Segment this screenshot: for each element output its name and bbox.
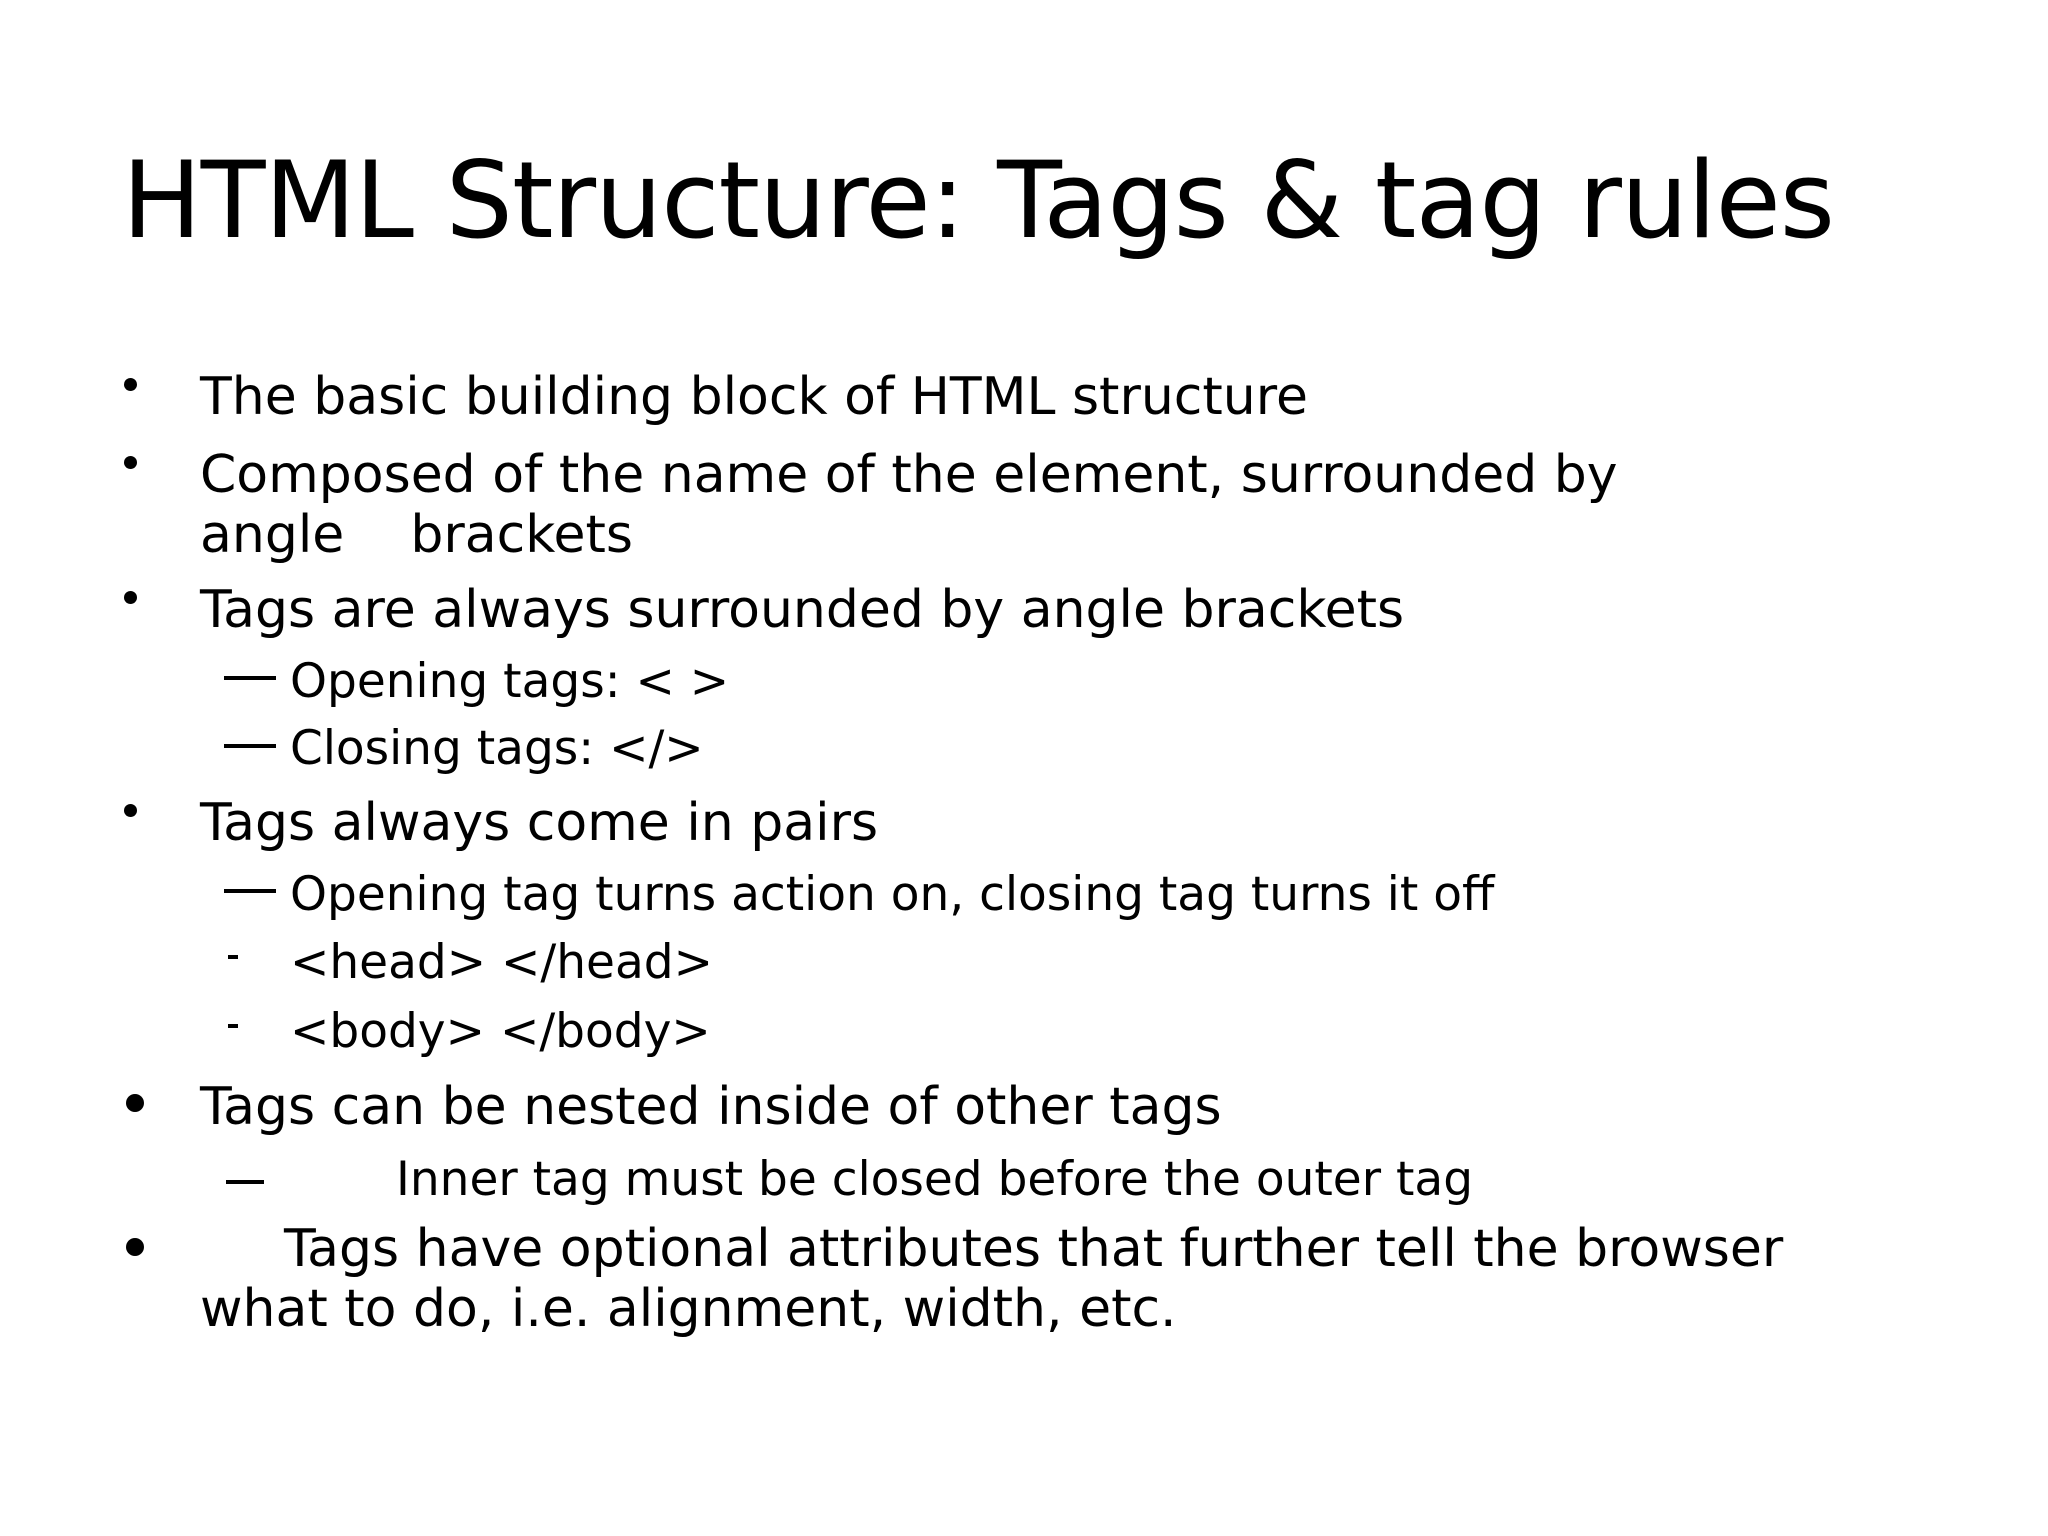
sub-bullet-text: Inner tag must be closed before the outer tag	[396, 1152, 1474, 1207]
bullet-icon	[126, 1238, 144, 1256]
sub-bullet-text: Opening tag turns action on, closing tag turns it off	[290, 867, 1495, 922]
hyphen-icon	[228, 955, 238, 959]
bullet-text-continuation: angle brackets	[200, 505, 633, 565]
bullet-text: The basic building block of HTML structure	[200, 367, 1308, 427]
slide-title: HTML Structure: Tags & tag rules	[122, 139, 1835, 262]
dash-icon	[226, 1180, 264, 1184]
bullet-text: Tags always come in pairs	[200, 793, 879, 853]
bullet-icon	[124, 591, 137, 604]
sub-bullet-text: Closing tags: </>	[290, 721, 704, 776]
bullet-icon	[124, 378, 137, 391]
bullet-text: Composed of the name of the element, surrounded by	[200, 445, 1618, 505]
dash-icon	[224, 889, 276, 893]
bullet-text: Tags have optional attributes that further tell the browser	[284, 1219, 1784, 1279]
bullet-text: Tags are always surrounded by angle brackets	[200, 580, 1405, 640]
sub-bullet-text: <head> </head>	[290, 935, 713, 990]
bullet-icon	[124, 456, 137, 469]
sub-bullet-text: Opening tags: < >	[290, 654, 730, 709]
bullet-icon	[124, 804, 137, 817]
dash-icon	[224, 744, 276, 748]
hyphen-icon	[228, 1024, 238, 1028]
bullet-text-continuation: what to do, i.e. alignment, width, etc.	[200, 1279, 1177, 1339]
bullet-text: Tags can be nested inside of other tags	[200, 1077, 1222, 1137]
dash-icon	[224, 676, 276, 680]
bullet-icon	[126, 1094, 144, 1112]
sub-bullet-text: <body> </body>	[290, 1004, 711, 1059]
